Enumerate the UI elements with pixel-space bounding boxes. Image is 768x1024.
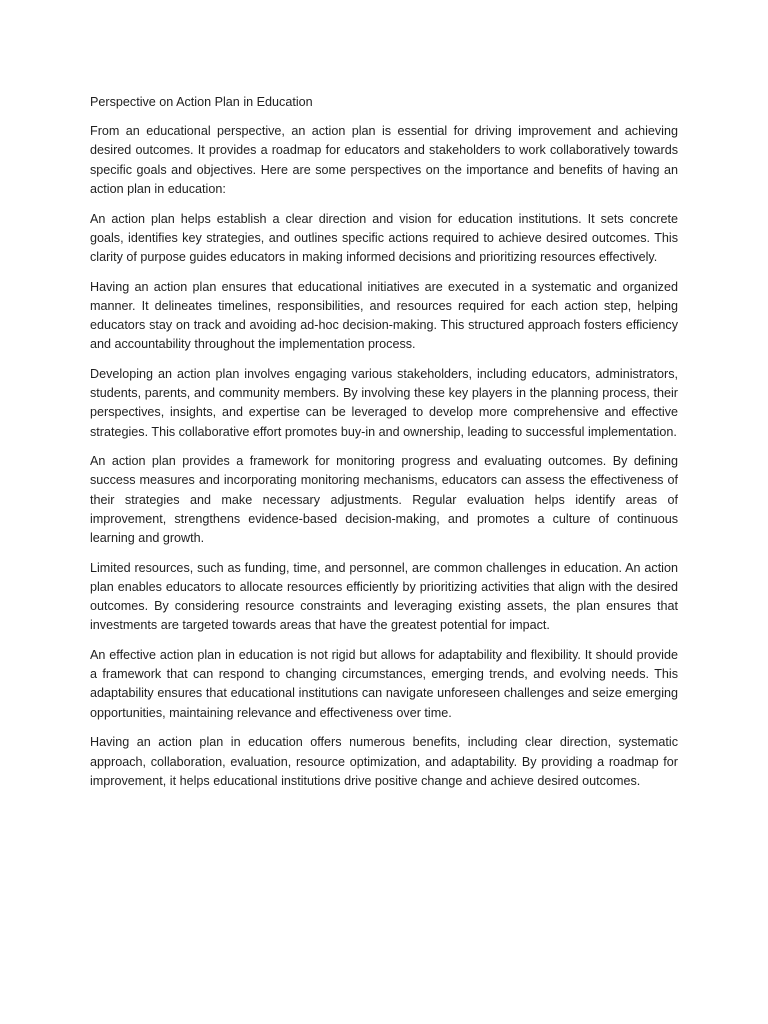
paragraph-conclusion: Having an action plan in education offers numerous benefits, including clear direction, systematic approach, collaboration, evaluation, resource optimization, and adaptability. By providing a roadmap for improvement, it helps educational institutions drive positive change and achieve desired outcomes. (90, 735, 678, 788)
document-page (90, 93, 678, 802)
paragraph-clear-direction: An action plan helps establish a clear direction and vision for education institutions. It sets concrete goals, identifies key strategies, and outlines specific actions required to achieve desired outcomes. This clarity of purpose guides educators in making informed decisions and prioritizing resources effectively. (90, 211, 678, 264)
paragraph-intro: From an educational perspective, an action plan is essential for driving improvement and achieving desired outcomes. It provides a roadmap for educators and stakeholders to work collaboratively towards specific goals and objectives. Here are some perspectives on the importance and benefits of having an action plan in education: (90, 124, 678, 196)
paragraph-resources: Limited resources, such as funding, time, and personnel, are common challenges in education. An action plan enables educators to allocate resources efficiently by prioritizing activities that align with the desired outcomes. By considering resource constraints and leveraging existing assets, the plan ensures that investments are targeted towards areas that have the greatest potential for impact. (90, 560, 678, 633)
paragraph-collaboration: Developing an action plan involves engaging various stakeholders, including educators, administrators, students, parents, and community members. By involving these key players in the planning process, their perspectives, insights, and expertise can be leveraged to develop more comprehensive and effective strategies. This collaborative effort promotes buy-in and ownership, leading to successful implementation. (90, 366, 678, 439)
document-title: Perspective on Action Plan in Education (90, 95, 313, 109)
paragraph-systematic-approach: Having an action plan ensures that educational initiatives are executed in a systematic and organized manner. It delineates timelines, responsibilities, and resources required for each action step, helping educators stay on track and avoiding ad-hoc decision-making. This structured approach fosters efficiency and accountability throughout the implementation process. (90, 279, 678, 352)
paragraph-adaptability: An effective action plan in education is not rigid but allows for adaptability and flexibility. It should provide a framework that can respond to changing circumstances, emerging trends, and evolving needs. This adaptability ensures that educational institutions can navigate unforeseen challenges and seize emerging opportunities, maintaining relevance and effectiveness over time. (90, 648, 678, 720)
paragraph-evaluation: An action plan provides a framework for monitoring progress and evaluating outcomes. By defining success measures and incorporating monitoring mechanisms, educators can assess the effectiveness of their strategies and make necessary adjustments. Regular evaluation helps identify areas of improvement, strengthens evidence-based decision-making, and promotes a culture of continuous learning and growth. (90, 454, 678, 546)
